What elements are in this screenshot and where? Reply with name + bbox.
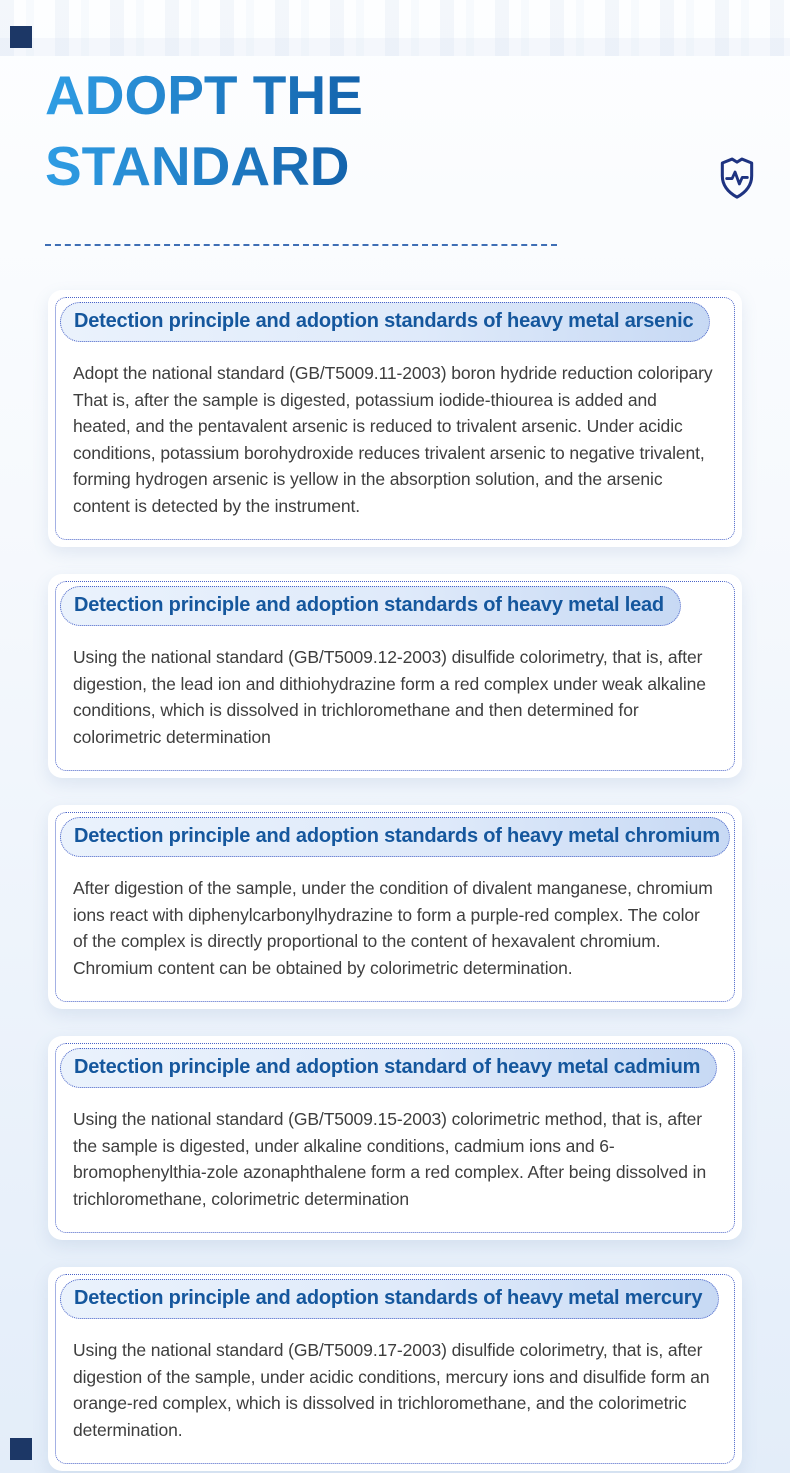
card-title-pill — [60, 302, 710, 342]
header-divider — [45, 244, 557, 246]
page-title-line-1: ADOPT THE — [45, 60, 363, 131]
card-arsenic — [48, 290, 742, 547]
card-title: Detection principle and adoption standards of heavy metal lead — [74, 594, 664, 616]
card-chromium — [48, 805, 742, 1009]
card-dotted-frame — [55, 1043, 735, 1233]
header — [0, 0, 790, 246]
card-title: Detection principle and adoption standards of heavy metal chromium — [74, 825, 720, 847]
card-body: Using the national standard (GB/T5009.15-2003) colorimetric method, that is, after the sample is digested, under alkaline conditions, cadmium ions and 6-bromophenylthia-zole azonaphthalene form a red complex. After being dissolved in trichloromethane, colorimetric determination — [73, 1109, 707, 1209]
card-title-pill — [60, 586, 681, 626]
page-title — [45, 60, 745, 202]
card-dotted-frame — [55, 1274, 735, 1464]
card-dotted-frame — [55, 581, 735, 771]
card-title-pill — [60, 1048, 717, 1088]
corner-square-bottom — [10, 1438, 32, 1460]
card-body: Adopt the national standard (GB/T5009.11-2003) boron hydride reduction coloripary That is, after the sample is digested, potassium iodide-thiourea is added and heated, and the pentavalent arsenic is reduced to trivalent arsenic. Under acidic conditions, potassium borohydroxide reduces trivalent arsenic to negative trivalent, forming hydrogen arsenic is yellow in the absorption solution, and the arsenic content is detected by the instrument. — [73, 363, 713, 516]
page-title-line-2: STANDARD — [45, 131, 350, 202]
card-cadmium — [48, 1036, 742, 1240]
card-title-pill — [60, 1279, 719, 1319]
shield-pulse-icon — [712, 152, 762, 204]
card-lead — [48, 574, 742, 778]
card-dotted-frame — [55, 297, 735, 540]
card-title: Detection principle and adoption standards of heavy metal arsenic — [74, 310, 694, 332]
card-body: Using the national standard (GB/T5009.12-2003) disulfide colorimetry, that is, after digestion, the lead ion and dithiohydrazine form a red complex under weak alkaline conditions, which is dissolved in trichloromethane and then determined for colorimetric determination — [73, 647, 706, 747]
card-title-pill — [60, 817, 730, 857]
card-title: Detection principle and adoption standards of heavy metal mercury — [74, 1287, 703, 1309]
card-dotted-frame — [55, 812, 735, 1002]
card-list — [0, 290, 790, 1471]
card-body: Using the national standard (GB/T5009.17-2003) disulfide colorimetry, that is, after digestion of the sample, under acidic conditions, mercury ions and disulfide form an orange-red complex, which is dissolved in trichloromethane, and the colorimetric determination. — [73, 1340, 710, 1440]
card-title: Detection principle and adoption standard of heavy metal cadmium — [74, 1056, 701, 1078]
card-body: After digestion of the sample, under the condition of divalent manganese, chromium ions react with diphenylcarbonylhydrazine to form a purple-red complex. The color of the complex is directly proportional to the content of hexavalent chromium. Chromium content can be obtained by colorimetric determination. — [73, 878, 713, 978]
card-mercury — [48, 1267, 742, 1471]
